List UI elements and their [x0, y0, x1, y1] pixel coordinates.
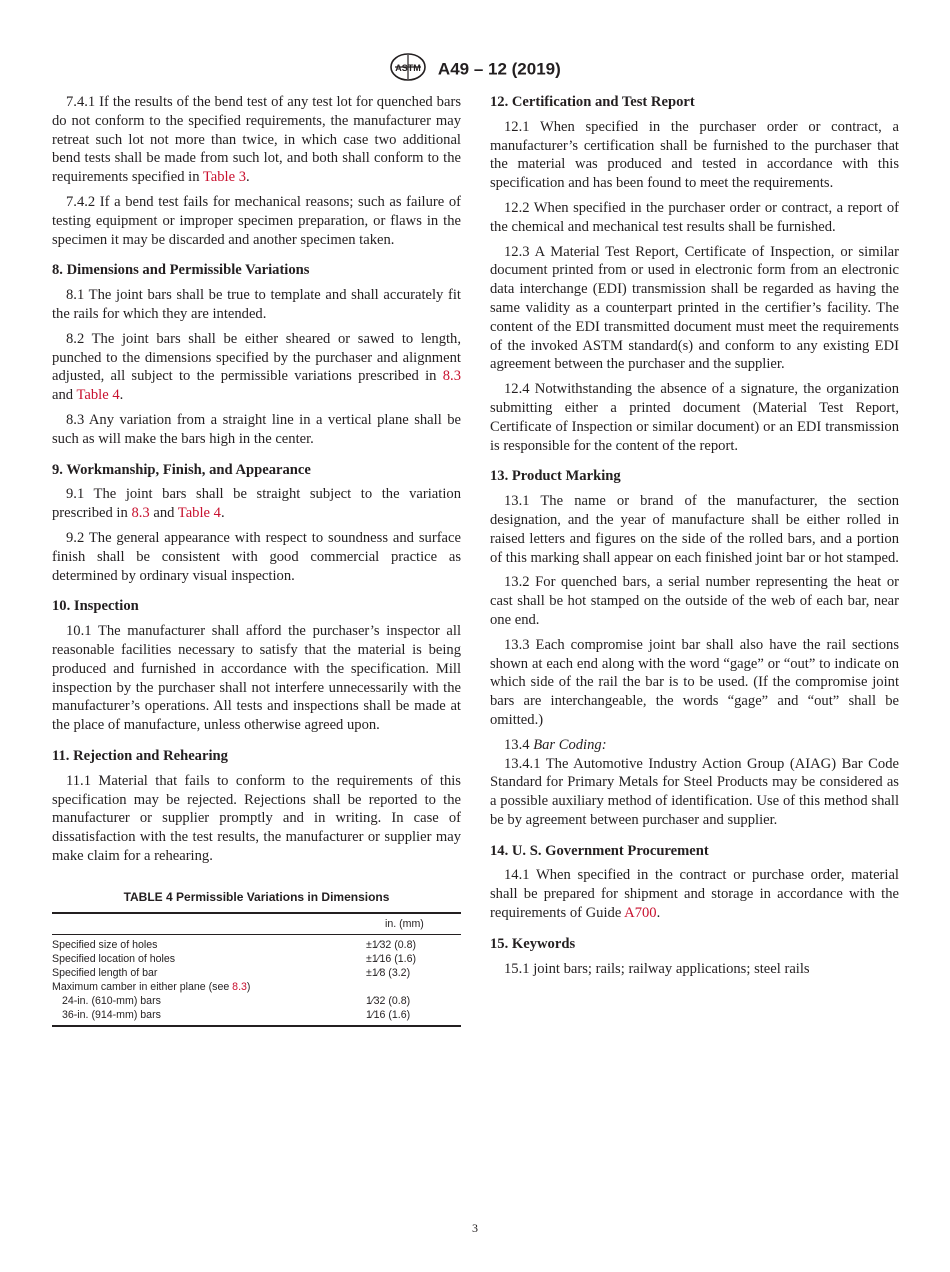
table-row: 36-in. (914-mm) bars 1⁄16 (1.6)	[52, 1008, 461, 1026]
section-8-3-link[interactable]: 8.3	[131, 505, 150, 522]
table-4	[52, 912, 461, 1027]
section-15-heading: 15. Keywords	[490, 935, 576, 952]
para-9-2: 9.2 The general appearance with respect to soundness and surface finish shall be consistent with good commercial practice as determined by ordinary visual inspection.	[52, 529, 461, 584]
section-8-heading: 8. Dimensions and Permissible Variations	[52, 262, 310, 279]
para-13-1: 13.1 The name or brand of the manufacturer, the section designation, and the year of manufacture shall be either rolled in raised letters and figures on the side of the rolled bars, and a portion of this marking shall appear on each finished joint bar or hot stamped.	[490, 493, 899, 566]
table-3-link[interactable]: Table 3	[202, 169, 247, 186]
table-unit-header: in. (mm)	[52, 913, 461, 935]
table-row: Specified location of holes ±1⁄16 (1.6)	[52, 953, 416, 966]
para-12-1: 12.1 When specified in the purchaser order or contract, a manufacturer’s certification shall be furnished to the purchaser that the material was produced and tested in accordance with this specification and has been found to meet the requirements.	[490, 118, 899, 192]
para-12-3: 12.3 A Material Test Report, Certificate of Inspection, or similar document printed from or used in electronic form from an electronic data interchange (EDI) transmission shall be regarded as having the same validity as a counterpart printed in the certifier’s facility. The content of the EDI transmitted document must meet the requirements of the invoked ASTM standard(s) and conform to any existing EDI agreement between the purchaser and the supplier.	[490, 243, 899, 373]
para-14-1: 14.1 When specified in the contract or purchase order, material shall be prepared for shipment and storage in accordance with the requirements of Guide A700.	[490, 867, 899, 922]
table-4-title: TABLE 4 Permissible Variations in Dimensions	[123, 889, 390, 904]
table-row: Specified length of bar ±1⁄8 (3.2)	[52, 967, 411, 980]
table-4-link[interactable]: Table 4	[76, 387, 120, 404]
section-9-heading: 9. Workmanship, Finish, and Appearance	[52, 461, 311, 478]
para-8-2: 8.2 The joint bars shall be either sheared or sawed to length, punched to the dimensions specified by the purchaser and alignment adjusted, all subject to the permissible variations prescribed in 8.3 and Table 4.	[52, 330, 461, 404]
para-7-4-1: 7.4.1 If the results of the bend test of any test lot for quenched bars do not conform to the specified requirements, the manufacturer may retreat such lot not more than twice, in which case two additional bend tests shall be made from such lot, and both shall conform to the requirements specified in Table 3.	[52, 94, 461, 186]
para-7-4-2: 7.4.2 If a bend test fails for mechanical reasons; such as failure of testing equipment or improper specimen preparation, or flaws in the specimen it may be discarded and another specimen taken.	[52, 193, 461, 248]
standard-designation: A49 – 12 (2019)	[437, 59, 561, 79]
para-12-2: 12.2 When specified in the purchaser order or contract, a report of the chemical and mechanical test results shall be furnished.	[490, 199, 899, 235]
page-header	[0, 52, 950, 87]
para-13-4-1: 13.4.1 The Automotive Industry Action Group (AIAG) Bar Code Standard for Primary Metals for Steel Products may be considered as a possible auxiliary method of identification. Use of this method shall be by agreement between purchaser and supplier.	[490, 755, 899, 828]
section-10-heading: 10. Inspection	[52, 598, 139, 615]
para-8-3: 8.3 Any variation from a straight line in a vertical plane shall be such as will make the bars high in the center.	[52, 411, 461, 447]
section-12-heading: 12. Certification and Test Report	[490, 94, 695, 110]
table-row: Maximum camber in either plane (see 8.3)	[52, 981, 251, 994]
guide-a700-link[interactable]: A700	[624, 905, 657, 922]
section-13-heading: 13. Product Marking	[490, 468, 621, 485]
para-12-4: 12.4 Notwithstanding the absence of a signature, the organization submitting either a printed document (Material Test Report, Certificate of Inspection or similar document) or an EDI transmission is responsible for the content of the report.	[490, 381, 899, 454]
astm-logo-icon	[389, 52, 427, 87]
para-11-1: 11.1 Material that fails to conform to the requirements of this specification may be rejected. Rejections shall be reported to the manufacturer or supplier promptly and in writing. In case of dissatisfaction with the test results, the manufacturer or supplier may make claim for a rehearing.	[52, 772, 461, 864]
section-14-heading: 14. U. S. Government Procurement	[490, 842, 709, 859]
table-4-link[interactable]: Table 4	[177, 505, 221, 522]
para-9-1: 9.1 The joint bars shall be straight subject to the variation prescribed in 8.3 and Table 4.	[52, 486, 461, 522]
para-13-2: 13.2 For quenched bars, a serial number representing the heat or cast shall be hot stamped on the outside of the web of each bar, near one end.	[490, 574, 899, 628]
section-8-3-link[interactable]: 8.3	[442, 368, 461, 385]
para-15-1: 15.1 joint bars; rails; railway applications; steel rails	[504, 960, 810, 977]
para-8-1: 8.1 The joint bars shall be true to template and shall accurately fit the rails for which they are intended.	[52, 287, 461, 322]
table-row: 24-in. (610-mm) bars 1⁄32 (0.8)	[62, 995, 411, 1008]
section-11-heading: 11. Rejection and Rehearing	[52, 747, 228, 764]
table-row: Specified size of holes ±1⁄32 (0.8)	[52, 939, 416, 952]
svg-text:ASTM: ASTM	[395, 63, 421, 73]
para-13-3: 13.3 Each compromise joint bar shall also have the rail sections shown at each end along with the word “gage” or “out” to indicate on which side of the rail the bar is to be used. (If the compromise joint bars are interchangeable, the words “gage” and “out” shall be omitted.)	[490, 636, 899, 728]
page-number: 3	[472, 1221, 478, 1235]
section-8-3-link[interactable]: 8.3	[232, 981, 247, 994]
right-column	[490, 93, 899, 984]
para-13-4: 13.4 Bar Coding:	[504, 736, 607, 753]
para-10-1: 10.1 The manufacturer shall afford the purchaser’s inspector all reasonable facilities necessary to satisfy that the material is being produced and furnished in accordance with the specification. Mill inspection by the purchaser shall not interfere unnecessarily with the manufacturer’s operations. All tests and inspections shall be made at the place of manufacture, unless otherwise agreed upon.	[52, 623, 461, 734]
left-column	[52, 93, 461, 1027]
